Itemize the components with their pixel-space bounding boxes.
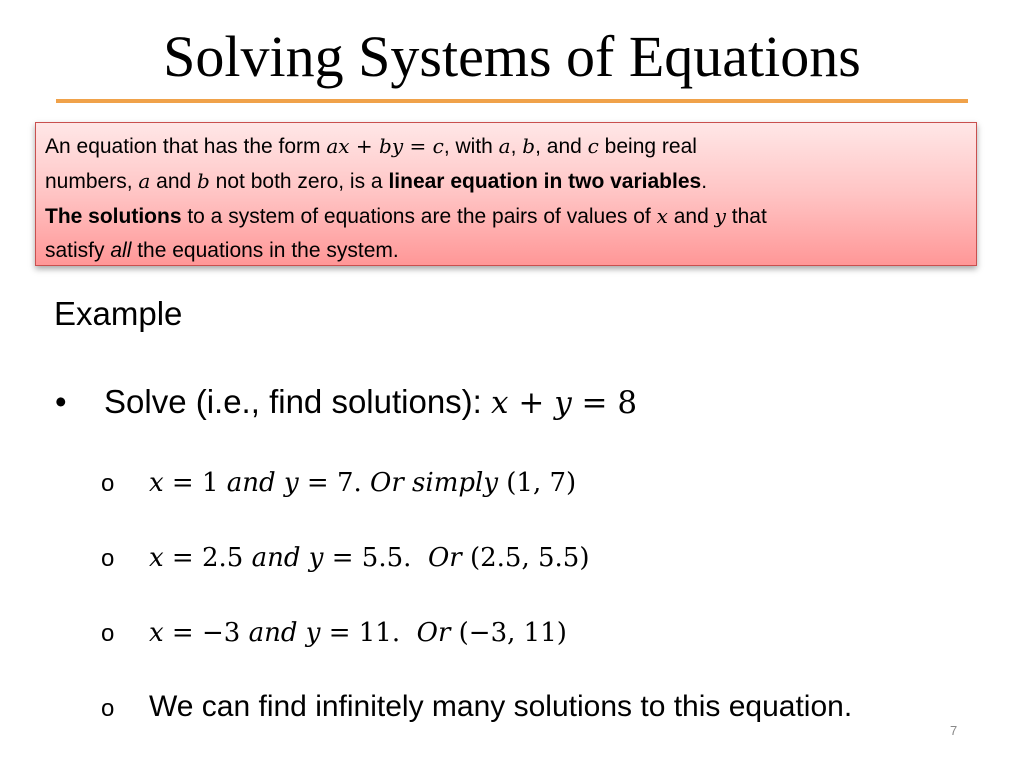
sub-bullet-3 — [101, 610, 567, 654]
definition-text: to a system of equations are the pairs of values of — [181, 205, 657, 228]
definition-text: , with — [443, 135, 499, 158]
bullet-dot-icon: • — [55, 383, 67, 420]
definition-line-2 — [45, 164, 966, 199]
main-equation: x + y = 8 — [491, 385, 638, 421]
main-bullet-text: Solve (i.e., find solutions): — [104, 383, 492, 420]
definition-text: , — [510, 135, 523, 158]
circle-bullet-icon: o — [101, 695, 115, 722]
definition-text: numbers, — [45, 170, 139, 193]
definition-text: satisfy — [45, 239, 111, 262]
definition-text: . — [701, 170, 708, 193]
circle-bullet-icon: o — [101, 620, 115, 647]
math-variable: b — [197, 169, 210, 193]
definition-text: and — [667, 205, 715, 228]
definition-text: , and — [535, 135, 588, 158]
circle-bullet-icon: o — [101, 545, 115, 572]
math-variable: a — [498, 134, 511, 158]
sub-bullet-1 — [101, 460, 576, 504]
circle-bullet-icon: o — [101, 470, 115, 497]
math-expression: ax + by = c — [326, 134, 444, 158]
definition-text: that — [725, 205, 767, 228]
solution-1: x = 1 and y = 7. Or simply (1, 7) — [149, 468, 577, 498]
definition-line-4 — [45, 234, 966, 268]
definition-term: The solutions — [45, 205, 182, 228]
sub-bullet-4 — [101, 685, 852, 729]
title-underline — [56, 99, 968, 103]
definition-box — [35, 122, 977, 266]
main-bullet — [55, 378, 637, 427]
solution-2: x = 2.5 and y = 5.5. Or (2.5, 5.5) — [149, 543, 590, 573]
definition-text: and — [150, 170, 198, 193]
math-variable: x — [656, 204, 668, 228]
example-heading: Example — [54, 295, 183, 332]
solution-3: x = −3 and y = 11. Or (−3, 11) — [149, 618, 567, 648]
definition-text: An equation that has the form — [45, 135, 327, 158]
math-variable: y — [714, 204, 726, 228]
definition-text: the equations in the system. — [131, 239, 399, 262]
emphasis-text: all — [110, 239, 132, 262]
definition-line-1 — [45, 129, 966, 164]
definition-text: not both zero, is a — [209, 170, 389, 193]
math-variable: a — [138, 169, 151, 193]
math-variable: c — [587, 134, 599, 158]
sub-bullet-2 — [101, 535, 589, 579]
solution-note: We can find infinitely many solutions to this equation. — [149, 690, 853, 723]
page-number: 7 — [950, 723, 958, 738]
definition-term: linear equation in two variables — [388, 170, 702, 193]
slide-title: Solving Systems of Equations — [163, 24, 861, 89]
definition-line-3 — [45, 199, 966, 234]
definition-text: being real — [598, 135, 697, 158]
math-variable: b — [522, 134, 536, 158]
